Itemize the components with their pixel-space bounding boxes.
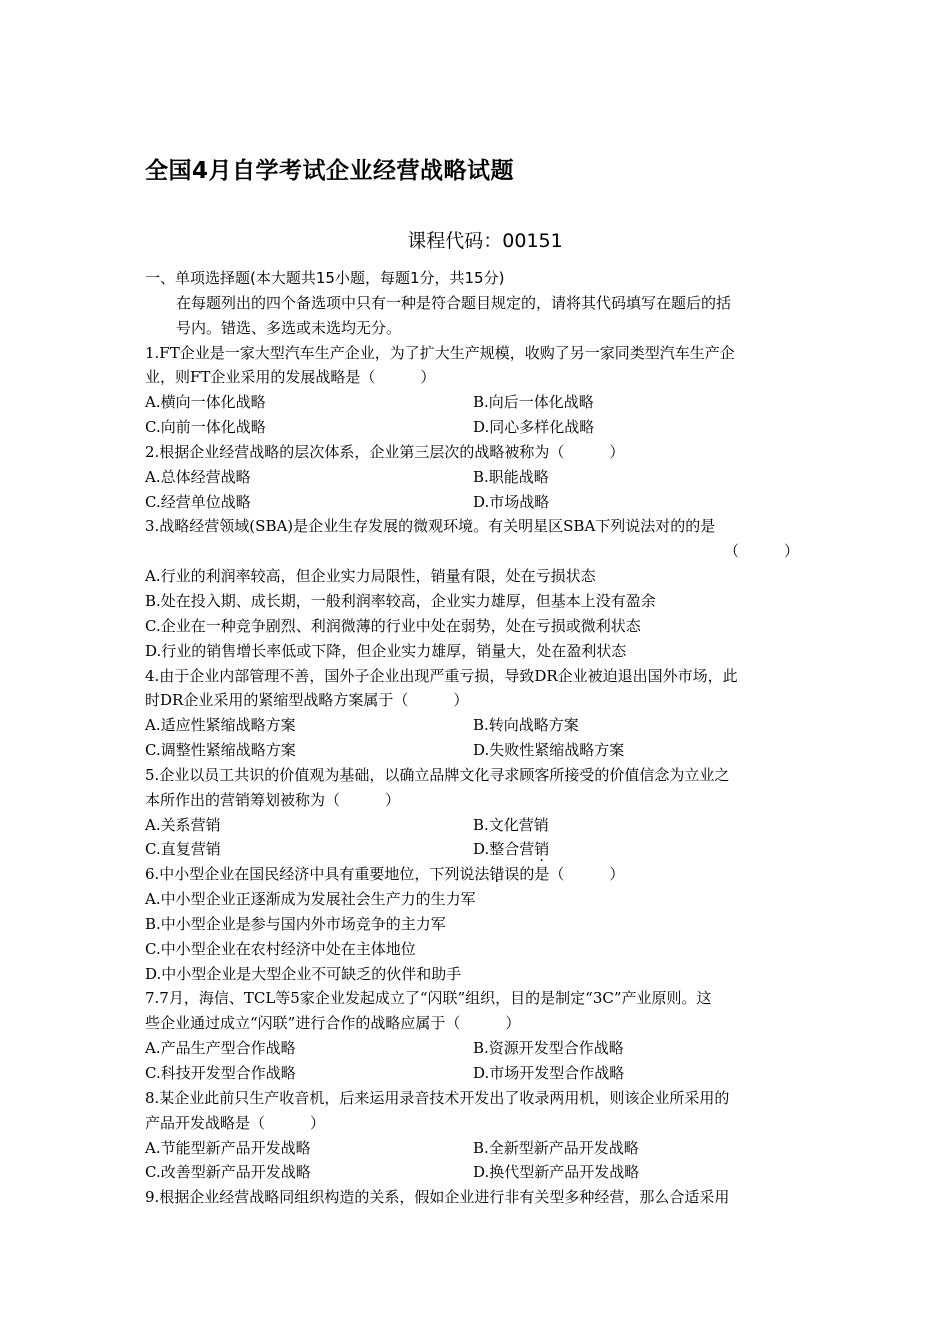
question-3-option-c: C.企业在一种竞争剧烈、利润微薄的行业中处在弱势，处在亏损或微利状态 [145, 616, 641, 635]
question-2-options-row-1 [145, 465, 807, 490]
question-2-option-c: C.经营单位战略 [145, 492, 251, 511]
question-8-options-row-1 [145, 1136, 807, 1161]
question-8-stem-line-2: 产品开发战略是（ ） [145, 1113, 326, 1132]
question-8-stem-line-1: 8.某企业此前只生产收音机，后来运用录音技术开发出了收录两用机，则该企业所采用的 [145, 1088, 730, 1107]
question-5-option-d [473, 837, 549, 862]
question-5-stem-line-2: 本所作出的营销筹划被称为（ ） [145, 790, 401, 809]
question-1-options-row-1 [145, 390, 807, 415]
section-instructions-line-2: 号内。错选、多选或未选均无分。 [176, 318, 402, 337]
question-8-option-d: D.换代型新产品开发战略 [473, 1163, 640, 1182]
question-7-stem-line-2: 些企业通过成立“闪联”进行合作的战略应属于（ ） [145, 1014, 521, 1033]
question-6-option-b: B.中小型企业是参与国内外市场竞争的主力军 [145, 914, 446, 933]
question-8-option-c: C.改善型新产品开发战略 [145, 1163, 311, 1182]
emphasis-dot-char: 销 [534, 840, 550, 859]
question-4-options-row-2 [145, 738, 807, 763]
question-1-option-d: D.同心多样化战略 [473, 418, 595, 437]
question-5-option-d-text: D.整合营 [473, 840, 535, 859]
question-2-option-a: A.总体经营战略 [145, 467, 251, 486]
question-6-stem [145, 862, 807, 887]
section-instructions-line-1: 在每题列出的四个备选项中只有一种是符合题目规定的，请将其代码填写在题后的括 [176, 293, 732, 312]
question-6-option-a: A.中小型企业正逐渐成为发展社会生产力的生力军 [145, 890, 476, 909]
emphasis-dot-char: 错 [489, 865, 505, 884]
question-1-option-a: A.横向一体化战略 [145, 393, 266, 412]
question-3-option-a: A.行业的利润率较高，但企业实力局限性，销量有限，处在亏损状态 [145, 567, 596, 586]
question-7-option-a: A.产品生产型合作战略 [145, 1039, 296, 1058]
question-6-option-c: C.中小型企业在农村经济中处在主体地位 [145, 939, 416, 958]
question-5-stem-line-1: 5.企业以员工共识的价值观为基础，以确立品牌文化寻求顾客所接受的价值信念为立业之 [145, 765, 730, 784]
document-title: 全国4月自学考试企业经营战略试题 [145, 158, 515, 184]
question-2-option-b: B.职能战略 [473, 467, 549, 486]
question-9-stem-line-1: 9.根据企业经营战略同组织构造的关系，假如企业进行非有关型多种经营，那么合适采用 [145, 1188, 730, 1207]
question-6-stem-pre: 6.中小型企业在国民经济中具有重要地位，下列说法 [145, 865, 490, 884]
question-5-options-row-1 [145, 813, 807, 838]
question-8-options-row-2 [145, 1160, 807, 1185]
question-7-stem-line-1: 7.7月，海信、TCL等5家企业发起成立了“闪联”组织，目的是制定“3C”产业原则。这 [145, 989, 712, 1008]
question-2-option-d: D.市场战略 [473, 492, 550, 511]
question-4-option-c: C.调整性紧缩战略方案 [145, 741, 296, 760]
question-7-option-d: D.市场开发型合作战略 [473, 1064, 625, 1082]
question-4-stem-line-2: 时DR企业采用的紧缩型战略方案属于（ ） [145, 691, 469, 710]
question-4-option-a: A.适应性紧缩战略方案 [145, 716, 296, 735]
question-8-option-b: B.全新型新产品开发战略 [473, 1138, 639, 1157]
question-3-answer-bracket: （ ） [723, 542, 799, 561]
question-1-option-b: B.向后一体化战略 [473, 393, 594, 412]
question-5-option-b: B.文化营销 [473, 815, 549, 834]
question-4-option-d: D.失败性紧缩战略方案 [473, 741, 625, 760]
question-1-option-c: C.向前一体化战略 [145, 418, 266, 437]
question-6-stem-post: 误的是（ ） [504, 865, 625, 884]
question-6-option-d: D.中小型企业是大型企业不可缺乏的伙伴和助手 [145, 964, 462, 983]
course-code: 课程代码：00151 [407, 230, 563, 252]
question-3-option-d: D.行业的销售增长率低或下降，但企业实力雄厚，销量大，处在盈利状态 [145, 641, 627, 660]
question-5-option-c: C.直复营销 [145, 840, 221, 859]
question-5-option-a: A.关系营销 [145, 815, 221, 834]
question-3-stem-line-1: 3.战略经营领域(SBA)是企业生存发展的微观环境。有关明星区SBA下列说法对的的是 [145, 517, 716, 536]
question-2-stem: 2.根据企业经营战略的层次体系，企业第三层次的战略被称为（ ） [145, 442, 625, 461]
question-7-options-row-2 [145, 1061, 807, 1086]
question-5-options-row-2 [145, 837, 807, 862]
question-4-options-row-1 [145, 713, 807, 738]
question-7-option-b: B.资源开发型合作战略 [473, 1039, 624, 1058]
question-7-options-row-1 [145, 1036, 807, 1061]
question-3-option-b: B.处在投入期、成长期，一般利润率较高，企业实力雄厚，但基本上没有盈余 [145, 591, 656, 610]
question-1-stem-line-2: 业，则FT企业采用的发展战略是（ ） [145, 368, 436, 387]
question-8-option-a: A.节能型新产品开发战略 [145, 1138, 311, 1157]
exam-body [145, 266, 807, 1210]
question-1-options-row-2 [145, 415, 807, 440]
question-7-option-c: C.科技开发型合作战略 [145, 1064, 296, 1082]
question-4-option-b: B.转向战略方案 [473, 716, 579, 735]
question-1-stem-line-1: 1.FT企业是一家大型汽车生产企业，为了扩大生产规模，收购了另一家同类型汽车生产企 [145, 343, 735, 362]
question-2-options-row-2 [145, 490, 807, 515]
section-heading: 一、单项选择题(本大题共15小题，每题1分，共15分) [145, 269, 505, 287]
question-4-stem-line-1: 4.由于企业内部管理不善，国外子企业出现严重亏损，导致DR企业被迫退出国外市场，此 [145, 666, 738, 685]
